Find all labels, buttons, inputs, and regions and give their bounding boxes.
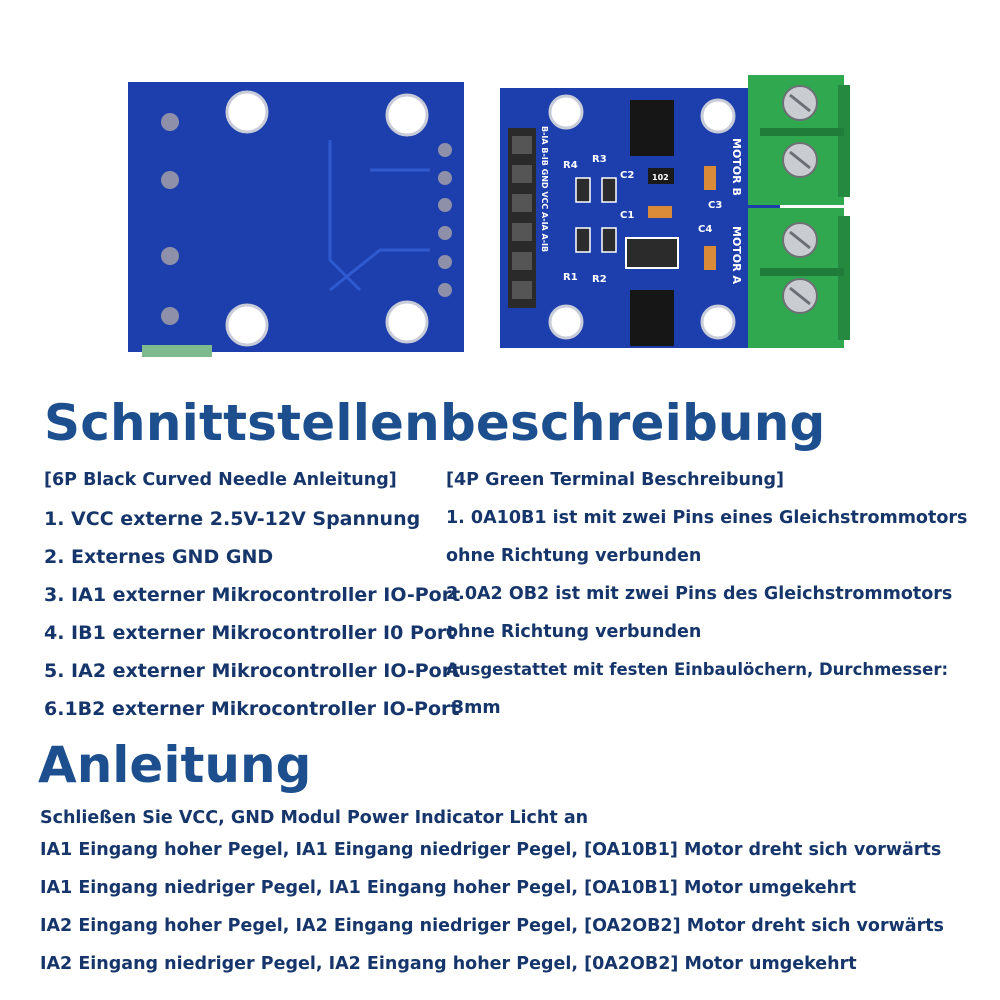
instruction-line: IA2 Eingang niedriger Pegel, IA2 Eingang hoher Pegel, [0A2OB2] Motor umgekehrt [40, 954, 857, 974]
left-item: 5. IA2 externer Mikrocontroller IO-Port [44, 660, 461, 682]
mount-hole-icon [550, 306, 582, 338]
left-column-title: [6P Black Curved Needle Anleitung] [44, 470, 397, 490]
driver-chip [630, 290, 674, 346]
r2-label: R2 [592, 274, 607, 285]
right-item: Ausgestattet mit festen Einbaulöchern, Durchmesser: [446, 660, 949, 679]
right-column-title: [4P Green Terminal Beschreibung] [446, 470, 785, 490]
left-item: 1. VCC externe 2.5V-12V Spannung [44, 508, 421, 530]
r3-label: R3 [592, 154, 607, 165]
c2-label: C2 [620, 170, 635, 181]
right-item: 2.0A2 OB2 ist mit zwei Pins des Gleichstrommotors [446, 584, 953, 604]
driver-chip [630, 100, 674, 156]
motor-a-label: MOTOR A [730, 226, 743, 284]
instruction-line: IA2 Eingang hoher Pegel, IA2 Eingang niedriger Pegel, [OA2OB2] Motor dreht sich vorwärts [40, 916, 944, 936]
c4-label: C4 [698, 224, 713, 235]
mount-hole-icon [702, 100, 734, 132]
mount-hole-icon [702, 306, 734, 338]
c1-label: C1 [620, 210, 635, 221]
instruction-line: Schließen Sie VCC, GND Modul Power Indicator Licht an [40, 808, 589, 828]
pcb-front-view [500, 75, 850, 348]
right-item: ohne Richtung verbunden [446, 622, 702, 642]
motor-b-label: MOTOR B [730, 138, 743, 196]
left-item: 6.1B2 externer Mikrocontroller IO-Port [44, 698, 460, 720]
c3-label: C3 [708, 200, 723, 211]
product-photo [0, 0, 1000, 380]
instructions-heading: Anleitung [38, 736, 312, 794]
chip-label: 102 [652, 173, 669, 182]
r4-label: R4 [563, 160, 578, 171]
pcb-back-view [128, 82, 464, 357]
mount-hole-icon [227, 92, 267, 132]
right-item: 1. 0A10B1 ist mit zwei Pins eines Gleichstrommotors [446, 508, 968, 528]
instruction-line: IA1 Eingang niedriger Pegel, IA1 Eingang hoher Pegel, [OA10B1] Motor umgekehrt [40, 878, 857, 898]
r1-label: R1 [563, 272, 578, 283]
left-item: 4. IB1 externer Mikrocontroller I0 Port [44, 622, 456, 644]
mount-hole-icon [387, 95, 427, 135]
mount-hole-icon [227, 305, 267, 345]
instruction-line: IA1 Eingang hoher Pegel, IA1 Eingang niedriger Pegel, [OA10B1] Motor dreht sich vorwärts [40, 840, 942, 860]
right-item: ohne Richtung verbunden [446, 546, 702, 566]
mount-hole-icon [387, 302, 427, 342]
pin-labels: B-IA B-IB GND VCC A-IA A-IB [540, 126, 549, 253]
mount-hole-icon [550, 96, 582, 128]
left-item: 2. Externes GND GND [44, 546, 274, 568]
interface-heading: Schnittstellenbeschreibung [44, 394, 826, 452]
left-item: 3. IA1 externer Mikrocontroller IO-Port [44, 584, 461, 606]
right-item: 3mm [452, 698, 501, 718]
